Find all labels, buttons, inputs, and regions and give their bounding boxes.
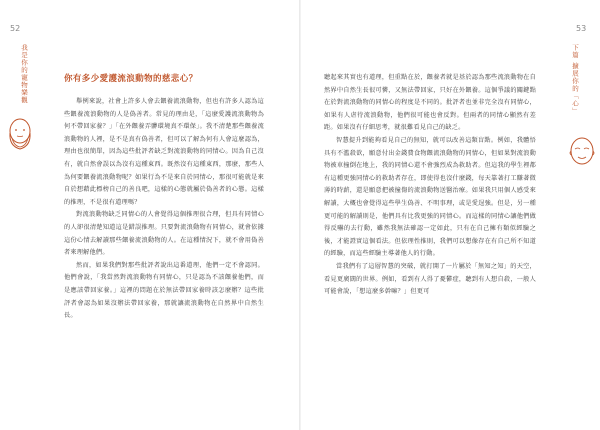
paragraph: 對流浪動物缺乏同情心的人會覺得這個推理很合理，但具有同情心的人卻很清楚知道這是錯誤推理。只要對流浪動物有同情心，就會依據這份心情去解讀那些餵養流浪動物的人。在這種情況下，就不會用偽善者來理解他們。 [64,211,264,257]
right-page-body [324,72,536,299]
book-gutter [299,0,301,430]
section-heading: 你有多少愛護流浪動物的慈悲心？ [64,74,198,84]
bald-bearded-man-icon [4,116,36,152]
smiling-bald-man-icon [566,134,598,170]
paragraph: 智慧提升到能夠看見自己的無知，就可以改善這類盲點。例如，我體悟具有不濫殺欲，願意付出金錢費食物餵流浪動物的同情心，但如果對流浪動物被車撞倒在地上，我的同情心還不會強烈成為救助者。但這我的學生裡都有這種更強同情心的救助者存在，即使得也沒什麼錢，每天靠著打工賺著微薄的時薪，還是願意把被撞傷的流浪動物送醫治療。如果我只用個人感受來解讀，大概也會覺得這些學生偽善、不明事理，或是愛逞強。但是，另一種更可能的解讀則是，他們具有比我更強的同情心。而這樣的同情心讓他們做得反嚇的去行動，雖然我無法確認一定如此，只有在自己擁有類似經驗之後，才能證實這個看法。但依理性推則，我們可以想像存在有自己所不知道的經驗，而這些經驗主導著他人的行動。 [324,136,536,258]
paragraph: 聽起來其實也有道理，但重點在於，餵養者就是基於認為那些流浪動物在自然界中自然生長很可憐，又無法帶回家，只好在外餵養。這個爭議的關鍵點在於對流浪動物的同情心的程度是不同的。批評者也並非完全沒有同情心，如果有人虐待流浪動物，他們很可能也會反對。但兩者的同情心顯然有差距。如果沒有仔細思考，就很難看見自己的缺乏。 [324,74,536,132]
right-page-number: 53 [576,24,587,33]
paragraph: 當我們有了這層智慧的突破，就打開了一片屬於「無知之知」的天空，看見更廣闊的世界。例如，看到有人得了憂鬱症，聽到有人想自殺，一般人可能會說，「想這麼多幹嘛？」但更可 [324,262,536,296]
right-running-head: 下篇 擴展你的「心」 [571,44,579,115]
left-page-body [64,72,264,323]
paragraph: 然而，如果我們對那些批評者說出這番道理，他們一定不會認同。他們會說，「我當然對流浪動物有同情心，只是認為不該餵養他們，而是應該帶回家養。」這裡的問題在於無法帶回家養時該怎麼辦？這些批評者會認為如果沒辦法帶回家養，那就讓流浪動物在自然界中自然生長。 [64,261,264,320]
left-running-head: 我是你的寵物樂觀 [20,44,28,104]
paragraph: 舉例來說，社會上許多人會去餵養流浪動物，但也有許多人認為這些餵養流浪動物的人是偽善者。常見的理由是，「這麼愛護流浪動物為何不帶回家養？」「在外餵養弄髒環境真不環保」。我不清楚那些餵養流浪動物的人裡，是不是真有偽善者，但可以了解為何有人會這麼認為，理由也很簡單，因為這些批評者缺乏對流浪動物的同情心。因為自己沒有，就自然會誤以為沒有這種東西。既然沒有這種東西，那麼，那些人為何要餵養流浪動物呢？如果行為不是來自於同情心，那很可能就是來自於想藉此標榜自己的善良吧，這樣的心態就屬於偽善者的心態。這樣的推理，不是很有道理嗎？ [64,98,264,206]
left-page-number: 52 [10,24,21,33]
